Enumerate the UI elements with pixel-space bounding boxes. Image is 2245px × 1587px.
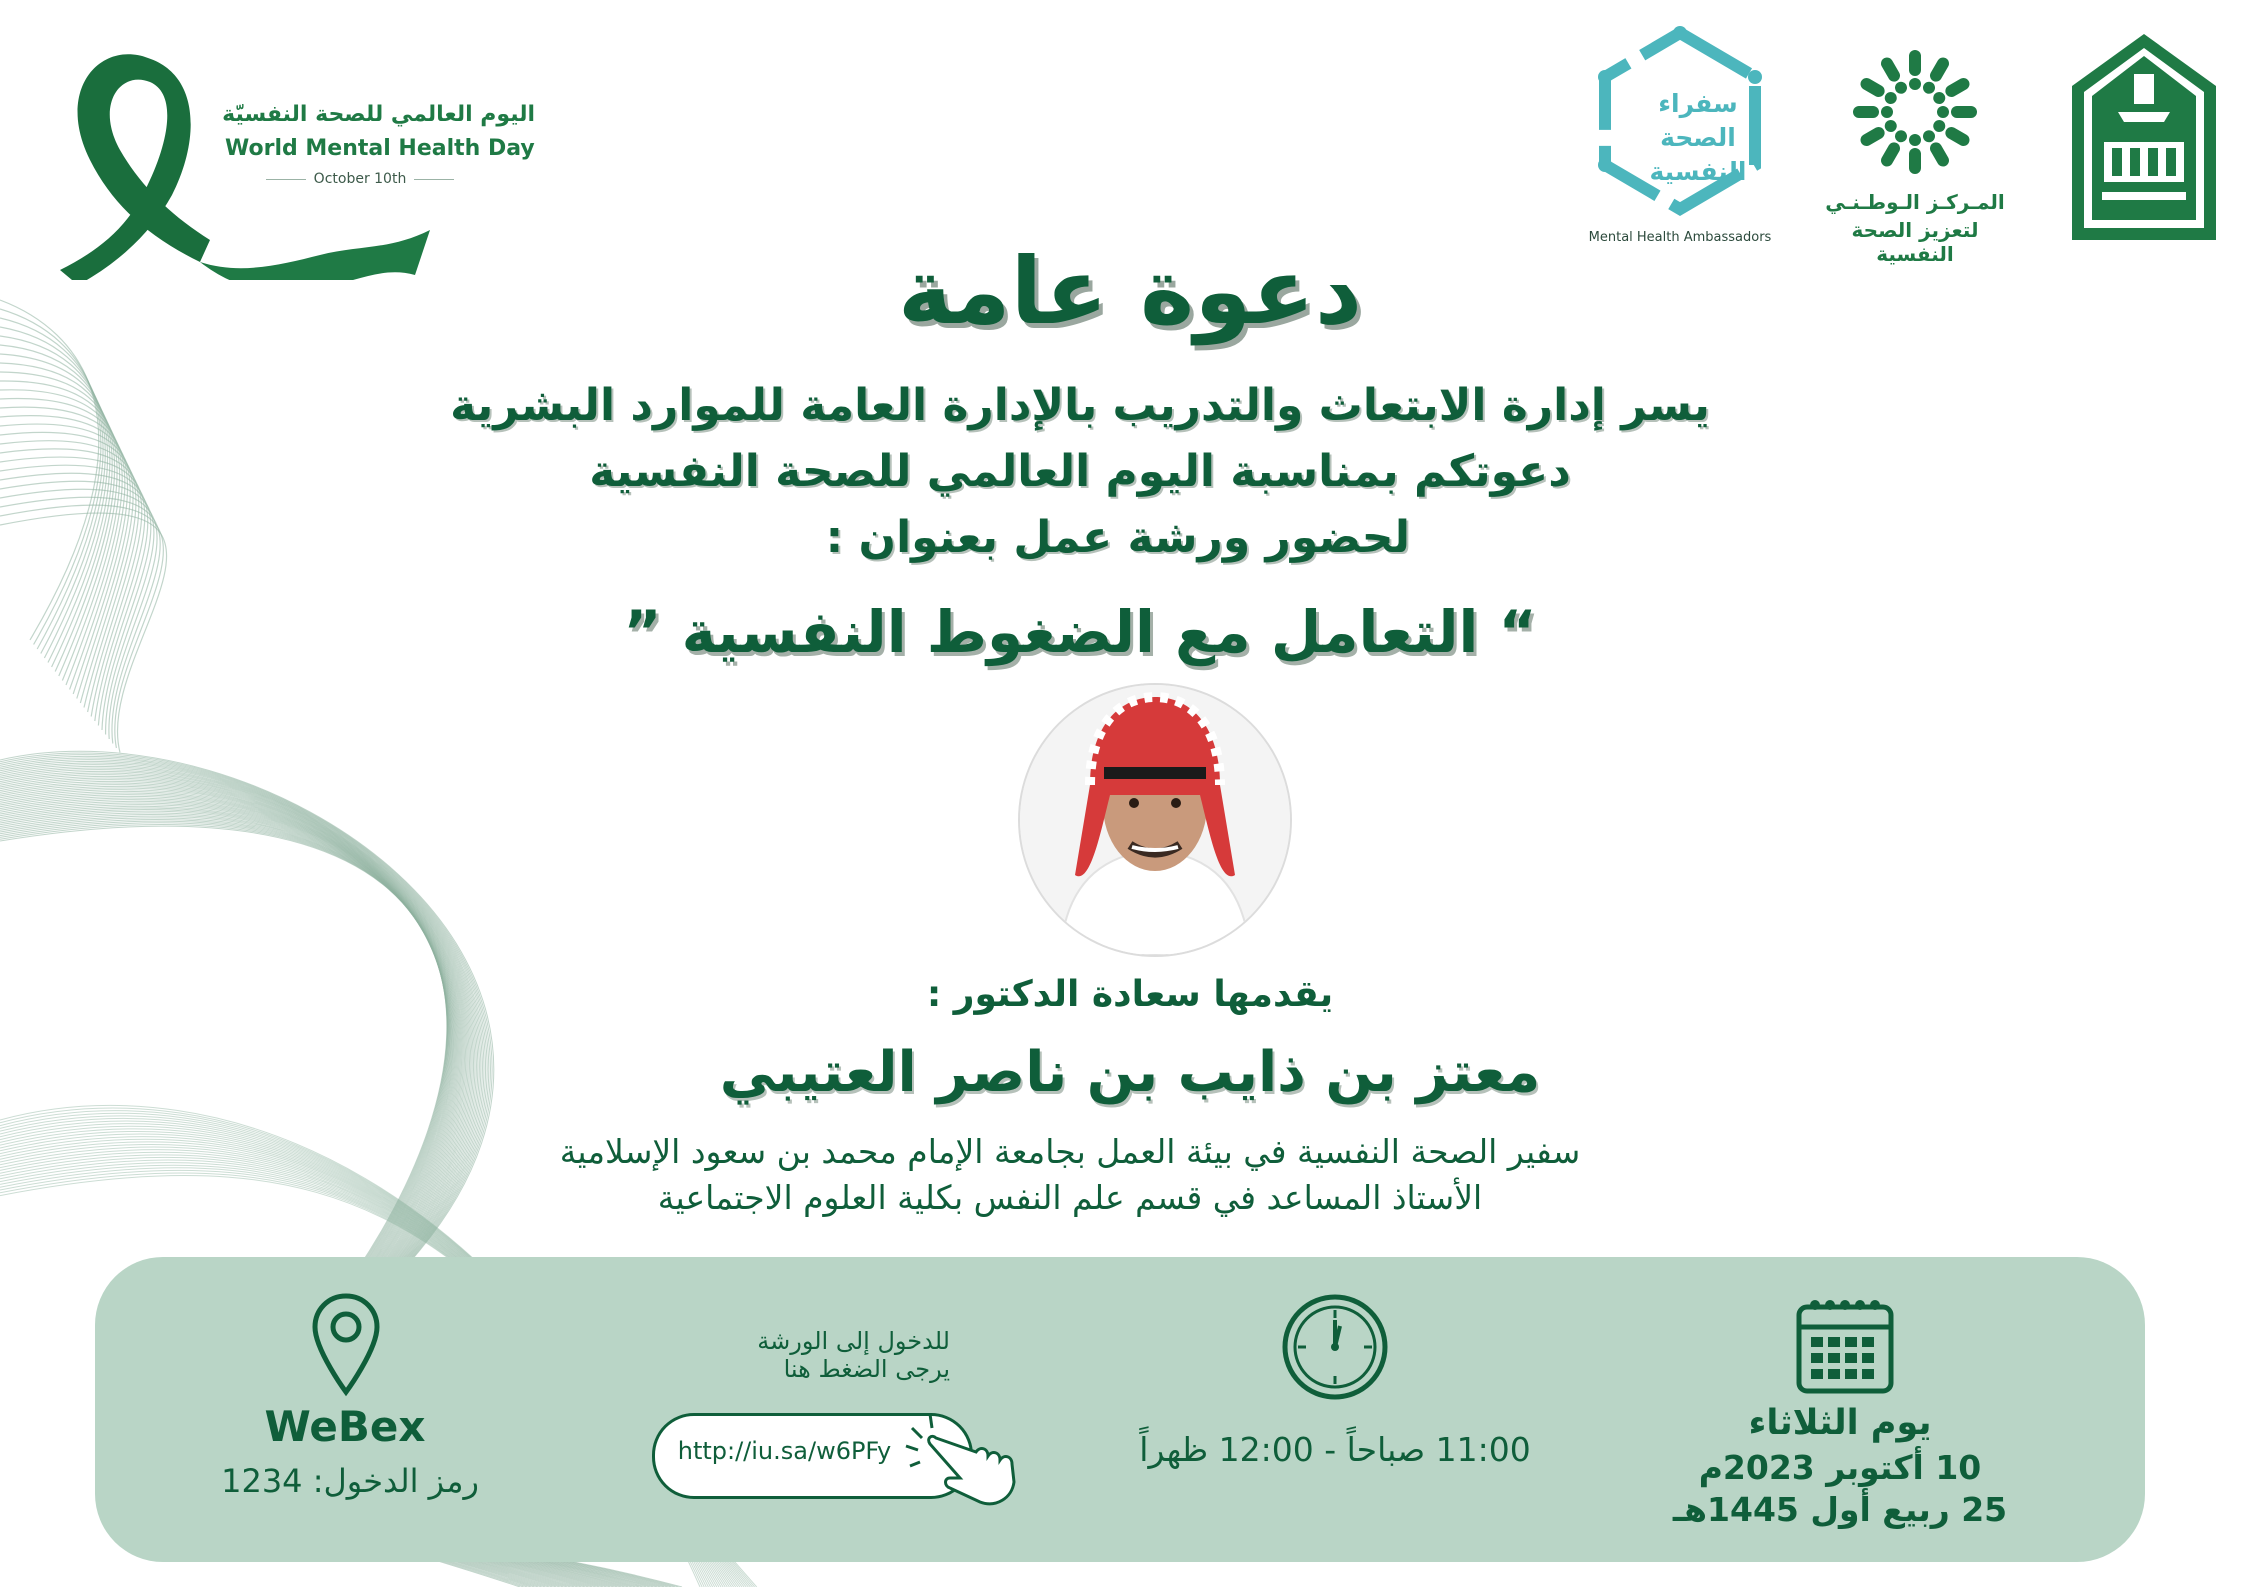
ambassadors-name-en: Mental Health Ambassadors [1588, 230, 1772, 245]
ncmh-name-line1: المـركـز الـوطـنـي [1825, 190, 2005, 214]
speaker-role-2: الأستاذ المساعد في قسم علم النفس بكلية العلوم الاجتماعية [657, 1178, 1483, 1217]
wmhd-title-en: World Mental Health Day [225, 136, 535, 161]
ncmh-star-icon [1815, 40, 2015, 185]
calendar-icon [1795, 1295, 1895, 1395]
invitation-line-2: دعوتكم بمناسبة اليوم العالمي للصحة النفسية [589, 446, 1571, 497]
hand-pointer-icon [900, 1408, 1020, 1508]
wmhd-date: October 10th [230, 171, 490, 187]
imam-university-logo [2068, 30, 2220, 245]
ambassadors-name-ar-2: الصحة [1660, 123, 1736, 152]
ncmh-name-line2: لتعزيز الصحة النفسية [1851, 218, 1979, 266]
ambassadors-name-ar-3: النفسية [1649, 157, 1747, 186]
clock-icon [1280, 1292, 1390, 1402]
invitation-line-3: لحضور ورشة عمل بعنوان : [825, 512, 1410, 563]
speaker-role-1: سفير الصحة النفسية في بيئة العمل بجامعة الإمام محمد بن سعود الإسلامية [559, 1132, 1581, 1171]
event-date-gregorian: 10 أكتوبر 2023م [1698, 1448, 1982, 1487]
presented-by-label: يقدمها سعادة الدكتور : [926, 974, 1334, 1015]
workshop-title: “ التعامل مع الضغوط النفسية ” [623, 598, 1537, 666]
invitation-title: دعوة عامة [897, 238, 1363, 345]
invitation-line-1: يسر إدارة الابتعاث والتدريب بالإدارة العامة للموارد البشرية [450, 380, 1710, 431]
join-instructions [690, 1327, 950, 1383]
workshop-link[interactable]: http://iu.sa/w6PFy [677, 1437, 892, 1465]
event-time: 11:00 صباحاً - 12:00 ظهراً [1139, 1430, 1531, 1469]
meeting-platform: WeBex [264, 1402, 426, 1451]
location-pin-icon [310, 1292, 382, 1397]
national-center-mental-health-logo [1815, 40, 2015, 266]
join-instructions-line2: يرجى الضغط هنا [783, 1355, 950, 1383]
event-date-hijri: 25 ربيع أول 1445هـ [1672, 1490, 2008, 1529]
green-ribbon-icon [60, 50, 490, 280]
speaker-photo [1020, 685, 1290, 955]
mental-health-ambassadors-logo [1580, 25, 1780, 255]
wmhd-title-ar: اليوم العالمي للصحة النفسيّة [222, 102, 535, 127]
event-day: يوم الثلاثاء [1748, 1403, 1932, 1443]
world-mental-health-day-logo [60, 50, 535, 280]
ambassadors-name-ar-1: سفراء [1658, 89, 1738, 118]
meeting-passcode: رمز الدخول: 1234 [221, 1462, 479, 1500]
join-instructions-line1: للدخول إلى الورشة [757, 1327, 950, 1355]
ambassadors-name-ar [1638, 87, 1758, 189]
speaker-name: معتز بن ذايب بن ناصر العتيبي [719, 1040, 1541, 1105]
